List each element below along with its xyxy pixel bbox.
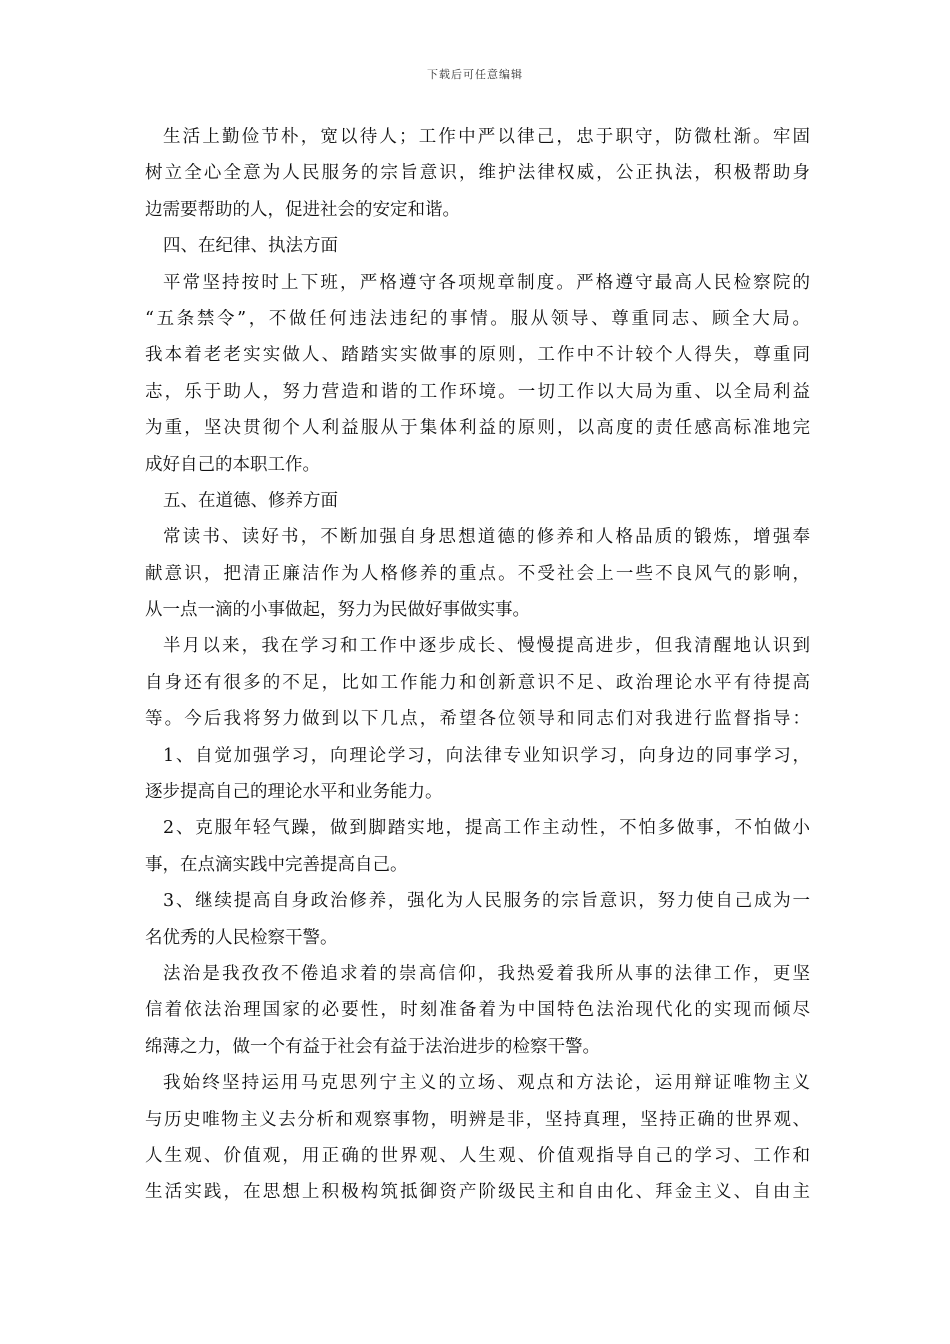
- text-line: “五条禁令”，不做任何违法违纪的事情。服从领导、尊重同志、顾全大局。: [145, 308, 810, 329]
- text-line: 我始终坚持运用马克思列宁主义的立场、观点和方法论，运用辩证唯物主义: [163, 1073, 810, 1094]
- text-line: 边需要帮助的人，促进社会的安定和谐。: [145, 199, 460, 220]
- text-line: 3、继续提高自身政治修养，强化为人民服务的宗旨意识，努力使自己成为一: [163, 891, 810, 912]
- text-line: 成好自己的本职工作。: [145, 454, 320, 475]
- text-line: 我本着老老实实做人、踏踏实实做事的原则，工作中不计较个人得失，尊重同: [145, 345, 810, 366]
- text-line: 平常坚持按时上下班，严格遵守各项规章制度。严格遵守最高人民检察院的: [163, 272, 810, 293]
- text-line: 名优秀的人民检察干警。: [145, 927, 338, 948]
- text-line: 为重，坚决贯彻个人利益服从于集体利益的原则，以高度的责任感高标准地完: [145, 418, 810, 439]
- text-line: 四、在纪律、执法方面: [163, 236, 338, 257]
- text-line: 生活实践，在思想上积极构筑抵御资产阶级民主和自由化、拜金主义、自由主: [145, 1182, 810, 1203]
- text-line: 半月以来，我在学习和工作中逐步成长、慢慢提高进步，但我清醒地认识到: [163, 636, 810, 657]
- document-body: [145, 119, 810, 1211]
- text-line: 逐步提高自己的理论水平和业务能力。: [145, 782, 443, 803]
- text-line: 常读书、读好书，不断加强自身思想道德的修养和人格品质的锻炼，增强奉: [163, 527, 810, 548]
- text-line: 等。今后我将努力做到以下几点，希望各位领导和同志们对我进行监督指导：: [145, 709, 810, 730]
- text-line: 五、在道德、修养方面: [163, 490, 338, 511]
- text-line: 自身还有很多的不足，比如工作能力和创新意识不足、政治理论水平有待提高: [145, 672, 810, 693]
- text-line: 生活上勤俭节朴，宽以待人；工作中严以律己，忠于职守，防微杜渐。牢固: [163, 127, 810, 147]
- page-header-note: 下载后可任意编辑: [427, 68, 523, 81]
- text-line: 绵薄之力，做一个有益于社会有益于法治进步的检察干警。: [145, 1036, 600, 1057]
- text-line: 信着依法治理国家的必要性，时刻准备着为中国特色法治现代化的实现而倾尽: [145, 1000, 810, 1021]
- text-line: 从一点一滴的小事做起，努力为民做好事做实事。: [145, 600, 530, 621]
- text-line: 1、自觉加强学习，向理论学习，向法律专业知识学习，向身边的同事学习，: [163, 745, 810, 766]
- text-line: 志，乐于助人，努力营造和谐的工作环境。一切工作以大局为重、以全局利益: [145, 381, 810, 402]
- text-line: 与历史唯物主义去分析和观察事物，明辨是非，坚持真理，坚持正确的世界观、: [145, 1109, 810, 1130]
- text-line: 事，在点滴实践中完善提高自己。: [145, 854, 408, 875]
- text-line: 献意识，把清正廉洁作为人格修养的重点。不受社会上一些不良风气的影响，: [145, 563, 810, 584]
- text-line: 2、克服年轻气躁，做到脚踏实地，提高工作主动性，不怕多做事，不怕做小: [163, 818, 810, 839]
- text-line: 法治是我孜孜不倦追求着的崇高信仰，我热爱着我所从事的法律工作，更坚: [163, 963, 810, 984]
- text-line: 人生观、价值观，用正确的世界观、人生观、价值观指导自己的学习、工作和: [145, 1145, 810, 1166]
- text-line: 树立全心全意为人民服务的宗旨意识，维护法律权威，公正执法，积极帮助身: [145, 163, 810, 184]
